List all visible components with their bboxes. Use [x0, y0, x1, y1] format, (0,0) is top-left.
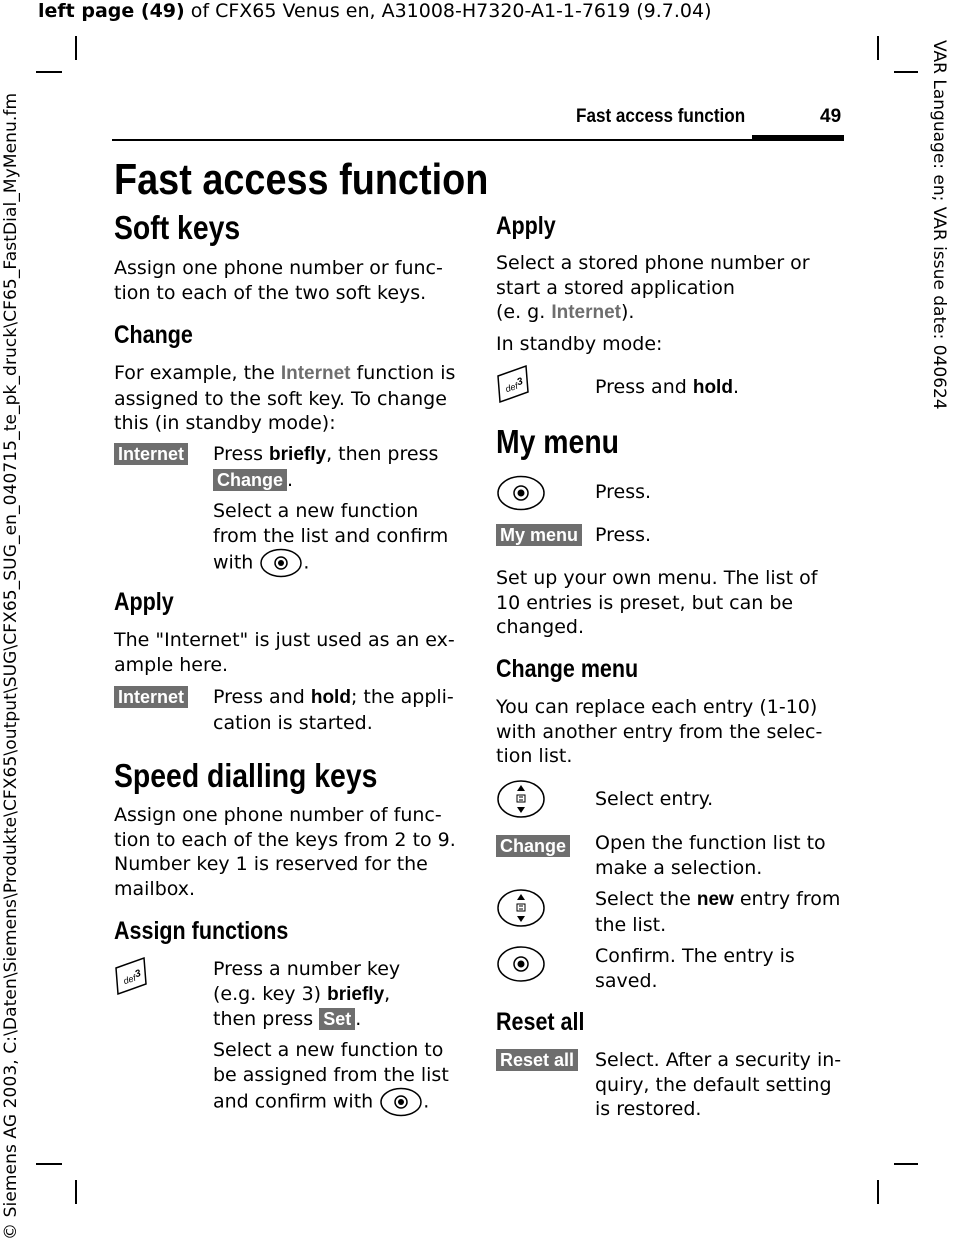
select-new-entry-text: Select the new entry from the list.	[595, 888, 841, 936]
reset-all-text: Select. After a security in- quiry, the default setting is restored.	[595, 1049, 842, 1120]
change-text: For example, the Internet function is assigned to the soft key. To change this (in standby mode):	[114, 362, 456, 434]
step-select-function: Select a new function from the list and confirm with .	[213, 499, 448, 578]
crop-mark	[894, 71, 918, 73]
page-title: Fast access function	[114, 155, 489, 204]
standby-mode-text: In standby mode:	[496, 333, 663, 355]
navigation-select-icon	[496, 945, 546, 983]
heading-change: Change	[114, 321, 193, 349]
navigation-up-down-icon	[496, 888, 546, 928]
heading-assign-functions: Assign functions	[114, 917, 289, 945]
heading-apply-right: Apply	[496, 212, 556, 240]
soft-keys-intro: Assign one phone number or func- tion to each of the two soft keys.	[114, 257, 443, 304]
navigation-up-down-icon	[496, 779, 546, 819]
page-number: 49	[820, 106, 842, 127]
heading-change-menu: Change menu	[496, 655, 639, 683]
navigation-select-icon	[259, 548, 303, 578]
svg-text:3: 3	[133, 968, 143, 981]
step-press-hold: Press and hold; the appli- cation is started.	[213, 686, 454, 734]
select-entry-text: Select entry.	[595, 788, 714, 810]
my-menu-text: Set up your own menu. The list of 10 entries is preset, but can be changed.	[496, 567, 818, 638]
crop-mark	[877, 1180, 879, 1204]
svg-text:def: def	[122, 972, 138, 987]
apply-right-text: Select a stored phone number or start a stored application (e. g. Internet).	[496, 252, 810, 323]
change-softkey-menu[interactable]: Change	[496, 835, 570, 857]
press-text: Press.	[595, 481, 652, 503]
header-rule-accent	[752, 135, 844, 141]
change-menu-text: You can replace each entry (1-10) with another entry from the selec- tion list.	[496, 696, 823, 767]
open-function-list-text: Open the function list to make a selection.	[595, 832, 826, 879]
heading-soft-keys: Soft keys	[114, 209, 241, 246]
print-header: left page (49) of CFX65 Venus en, A31008-H7320-A1-1-7619 (9.7.04)	[38, 0, 712, 22]
internet-softkey-apply[interactable]: Internet	[114, 686, 188, 708]
crop-mark	[36, 1163, 62, 1165]
reset-all-softkey[interactable]: Reset all	[496, 1049, 578, 1071]
header-rule	[112, 139, 844, 141]
file-path-sidebar: © Siemens AG 2003, C:\Daten\Siemens\Produkte\CFX65\output\SUG\CFX65_SUG_en_040715_te_pk_druck\CF65_FastDial_MyMenu.fm	[1, 92, 21, 1240]
step-select-assign: Select a new function to be assigned from the list and confirm with .	[213, 1038, 449, 1117]
change-softkey[interactable]: Change	[213, 469, 287, 491]
internet-softkey[interactable]: Internet	[114, 443, 188, 465]
speed-dialling-text: Assign one phone number of func- tion to each of the keys from 2 to 9. Number key 1 is reserved for the mailbox.	[114, 804, 456, 900]
running-title: Fast access function	[576, 106, 746, 127]
crop-mark	[75, 1180, 77, 1204]
press-text: Press.	[595, 524, 652, 546]
heading-reset-all: Reset all	[496, 1008, 585, 1036]
confirm-text: Confirm. The entry is saved.	[595, 945, 795, 992]
number-key-3-icon	[496, 364, 530, 404]
step-press-briefly: Press briefly, then press Change .	[213, 443, 439, 491]
apply-left-text: The "Internet" is just used as an ex- ample here.	[114, 629, 455, 676]
svg-text:3: 3	[515, 376, 525, 389]
language-sidebar: VAR Language: en; VAR issue date: 040624	[929, 40, 949, 410]
my-menu-softkey[interactable]: My menu	[496, 524, 582, 546]
step-press-number-key: Press a number key (e.g. key 3) briefly, then press Set .	[213, 958, 401, 1030]
set-softkey[interactable]: Set	[319, 1008, 355, 1030]
heading-speed-dialling: Speed dialling keys	[114, 757, 378, 794]
crop-mark	[877, 36, 879, 60]
heading-apply-left: Apply	[114, 588, 174, 616]
svg-text:def: def	[504, 380, 520, 395]
number-key-3-icon	[114, 956, 148, 996]
crop-mark	[894, 1163, 918, 1165]
navigation-select-icon	[379, 1087, 423, 1117]
press-and-hold-text: Press and hold.	[595, 376, 739, 398]
crop-mark	[75, 36, 77, 60]
heading-my-menu: My menu	[496, 423, 620, 460]
navigation-select-icon	[496, 475, 546, 511]
crop-mark	[36, 71, 62, 73]
